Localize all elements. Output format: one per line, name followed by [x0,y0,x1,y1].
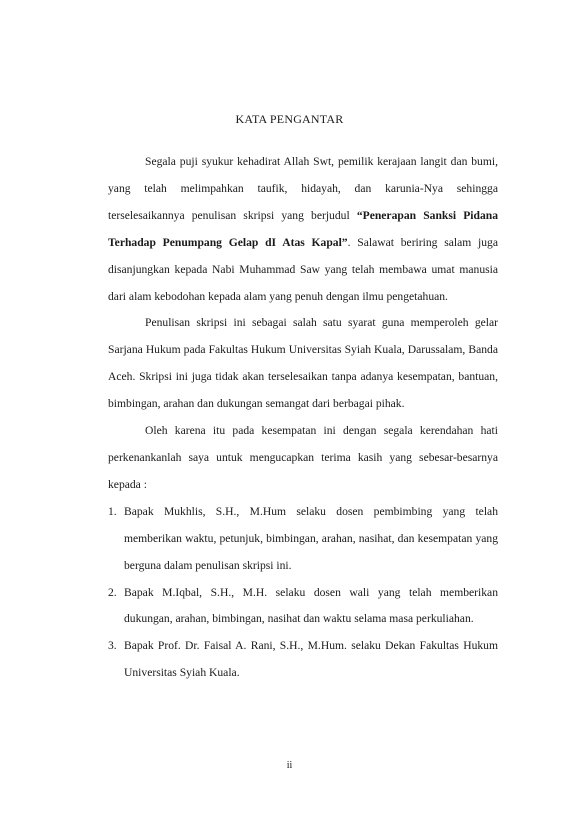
paragraph-intro [108,149,498,310]
page-title: KATA PENGANTAR [235,112,344,126]
list-item-text: Bapak M.Iqbal, S.H., M.H. selaku dosen wali yang telah memberikan dukungan, arahan, bimbingan, nasihat dan waktu selama masa perkuliahan. [124,585,498,626]
list-item-text: Bapak Mukhlis, S.H., M.Hum selaku dosen pembimbing yang telah memberikan waktu, petunjuk, bimbingan, arahan, nasihat, dan kesempatan yang berguna dalam penulisan skripsi ini. [124,504,498,572]
list-item [108,580,498,634]
list-item [108,499,498,580]
paragraph-intro-text-2: . Salawat beriring salam juga disanjungkan kepada Nabi Muhammad Saw yang telah membawa umat manusia dari alam kebodohan kepada alam yang penuh dengan ilmu pengetahuan. [108,235,498,303]
paragraph-purpose: Penulisan skripsi ini sebagai salah satu syarat guna memperoleh gelar Sarjana Hukum pada Fakultas Hukum Universitas Syiah Kuala, Darussalam, Banda Aceh. Skripsi ini juga tidak akan terselesaikan tanpa adanya kesempatan, bantuan, bimbingan, arahan dan dukungan semangat dari berbagai pihak. [108,316,498,411]
page-number: ii [286,760,293,771]
list-item-number: 1. [108,504,117,518]
list-item-text: Bapak Prof. Dr. Faisal A. Rani, S.H., M.Hum. selaku Dekan Fakultas Hukum Universitas Syiah Kuala. [124,639,498,680]
thesis-title: “Penerapan Sanksi Pidana Terhadap Penumpang Gelap dI Atas Kapal” [108,208,498,249]
paragraph-thanks: Oleh karena itu pada kesempatan ini dengan segala kerendahan hati perkenankanlah saya untuk mengucapkan terima kasih yang sebesar-besarnya kepada : [108,424,498,491]
acknowledgement-list [108,499,498,687]
list-item-number: 2. [108,585,117,599]
list-item-number: 3. [108,639,117,653]
list-item [108,633,498,687]
paragraph-intro-text-1: Segala puji syukur kehadirat Allah Swt, pemilik kerajaan langit dan bumi, yang telah melimpahkan taufik, hidayah, dan karunia-Nya sehingga terselesaikannya penulisan skripsi yang berjudul [108,155,498,222]
document-body [108,149,498,687]
